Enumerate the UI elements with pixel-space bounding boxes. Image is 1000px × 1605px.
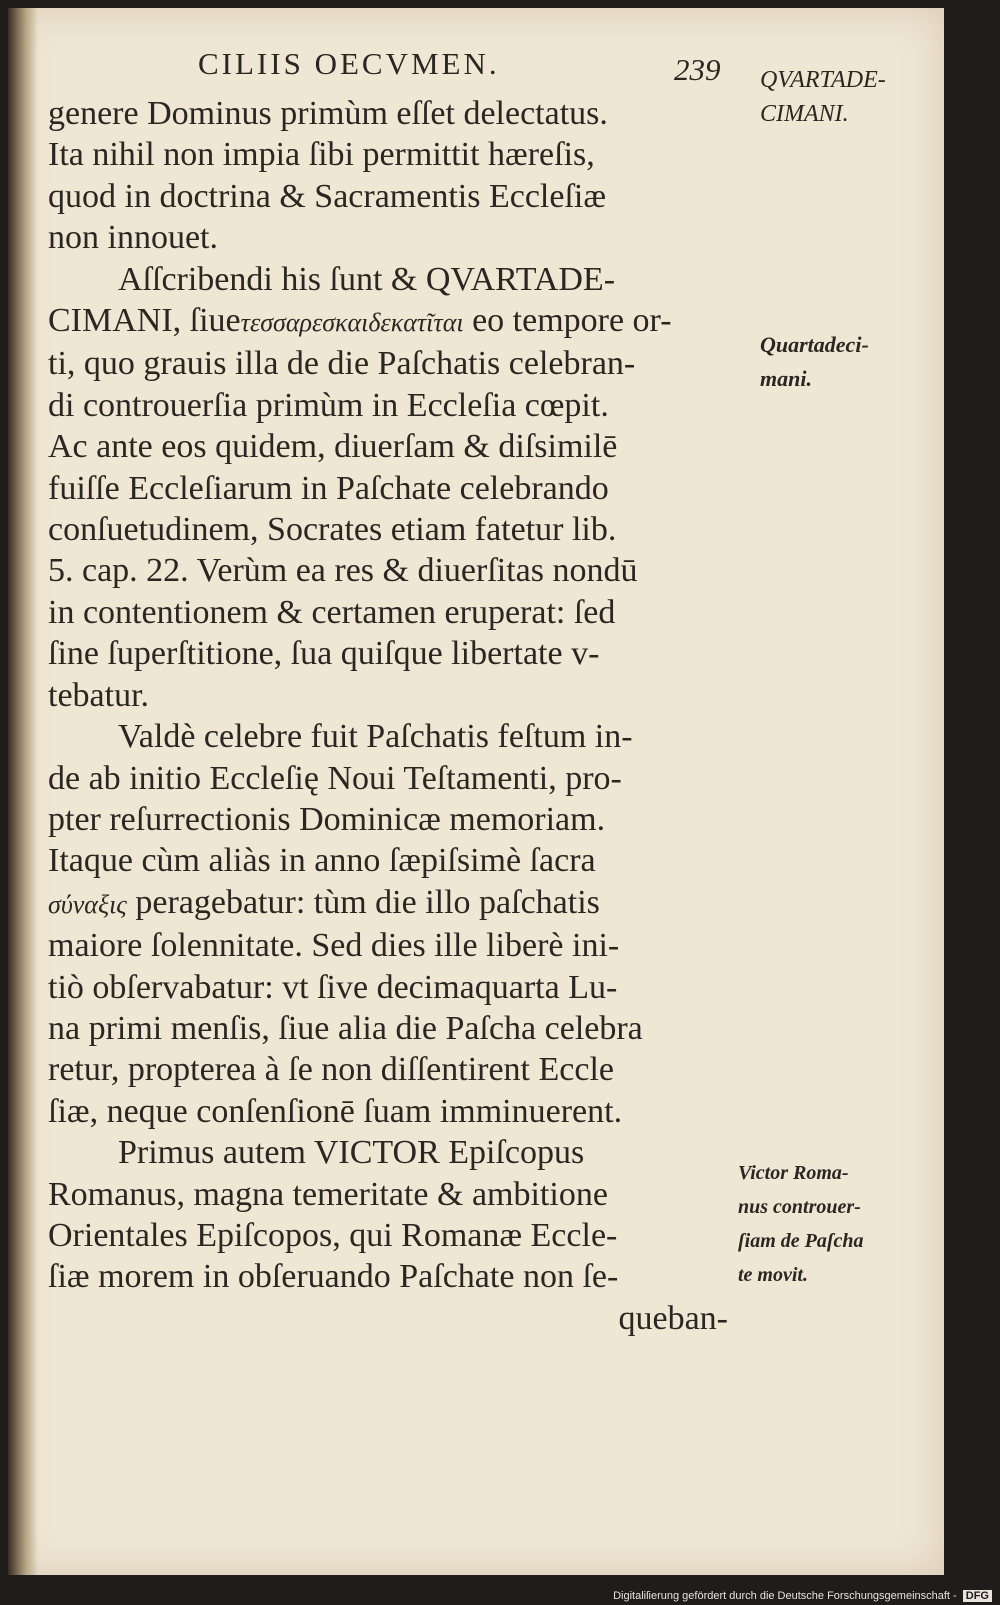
text-line: Ac ante eos quidem, diuerſam & diſsimilē [48,428,618,466]
dfg-logo: DFG [963,1590,992,1602]
margin-note-line: mani. [760,366,812,391]
text-line: Ita nihil non impia ſibi permittit hæreſis, [48,136,595,174]
text-line: genere Dominus primùm eſſet delectatus. [48,95,608,132]
digitization-credit [613,1590,992,1602]
text-line: pter reſurrectionis Dominicæ memoriam. [48,800,606,838]
text-line: Romanus, magna temeritate & ambitione [48,1175,608,1213]
margin-note-line: QVARTADE- [760,67,886,93]
margin-note-quartadecimani [760,328,869,396]
margin-note-line: nus controuer- [738,1196,861,1218]
text-line: tiò obſervabatur: vt ſive decimaquarta Lu- [48,968,618,1006]
margin-note-line: ſiam de Paſcha [738,1230,864,1252]
margin-note-line: te movit. [738,1264,808,1286]
text-line: de ab initio Eccleſię Noui Teſtamenti, pro- [48,759,622,797]
text-line: Itaque cùm aliàs in anno ſæpiſsimè ſacra [48,842,596,880]
greek-word: σύναξις [48,889,127,919]
page-spine-shadow [8,8,38,1575]
running-title: CILIIS OECVMEN. [198,46,500,81]
page-number: 239 [674,52,721,87]
text-segment: peragebatur: tùm die illo paſchatis [135,883,600,921]
book-page [8,8,944,1575]
text-line: maiore ſolennitate. Sed dies ille liberè ini- [48,927,620,965]
text-line: Valdè celebre fuit Paſchatis feſtum in- [118,718,633,756]
text-line: Primus autem VICTOR Epiſcopus [118,1134,585,1172]
margin-note-line: CIMANI. [760,101,849,127]
body-text [48,93,748,1339]
text-line: in contentionem & certamen eruperat: ſed [48,593,616,631]
catchword: queban- [618,1299,728,1337]
text-line: Aſſcribendi his ſunt & QVARTADE- [118,260,616,298]
text-line [48,882,748,925]
text-segment: eo tempore or- [472,302,672,340]
margin-note-victor [738,1156,864,1292]
greek-word: τεσσαρεσκαιδεκατῖται [240,308,464,338]
text-line: ſiæ morem in obſeruando Paſchate non ſe- [48,1258,619,1296]
text-line: ſine ſuperſtitione, ſua quiſque libertate v- [48,635,600,673]
credit-text: Digitaliſierung gefördert durch die Deutsche Forschungsgemeinschaft - [613,1590,957,1602]
text-line: Orientales Epiſcopos, qui Romanæ Eccle- [48,1216,618,1254]
text-segment: CIMANI, ſiue [48,302,241,340]
text-line: na primi menſis, ſiue alia die Paſcha celebra [48,1009,643,1047]
text-line: ſiæ, neque conſenſionē ſuam imminuerent. [48,1092,623,1130]
text-line [48,300,748,343]
margin-note-line: Quartadeci- [760,332,869,357]
text-line: retur, propterea à ſe non diſſentirent Eccle [48,1051,614,1089]
text-line: conſuetudinem, Socrates etiam fatetur lib. [48,511,617,549]
text-line: 5. cap. 22. Verùm ea res & diuerſitas nondū [48,552,638,590]
text-line: quod in doctrina & Sacramentis Eccleſiæ [48,177,607,215]
margin-note-line: Victor Roma- [738,1162,849,1184]
text-line: ti, quo grauis illa de die Paſchatis celebran- [48,345,636,383]
text-line: di controuerſia primùm in Eccleſia cœpit. [48,386,609,424]
text-line: fuiſſe Eccleſiarum in Paſchate celebrando [48,469,609,507]
margin-note-quartadecimani-heading [760,63,886,131]
text-line: tebatur. [48,676,150,714]
text-line: non innouet. [48,219,218,257]
